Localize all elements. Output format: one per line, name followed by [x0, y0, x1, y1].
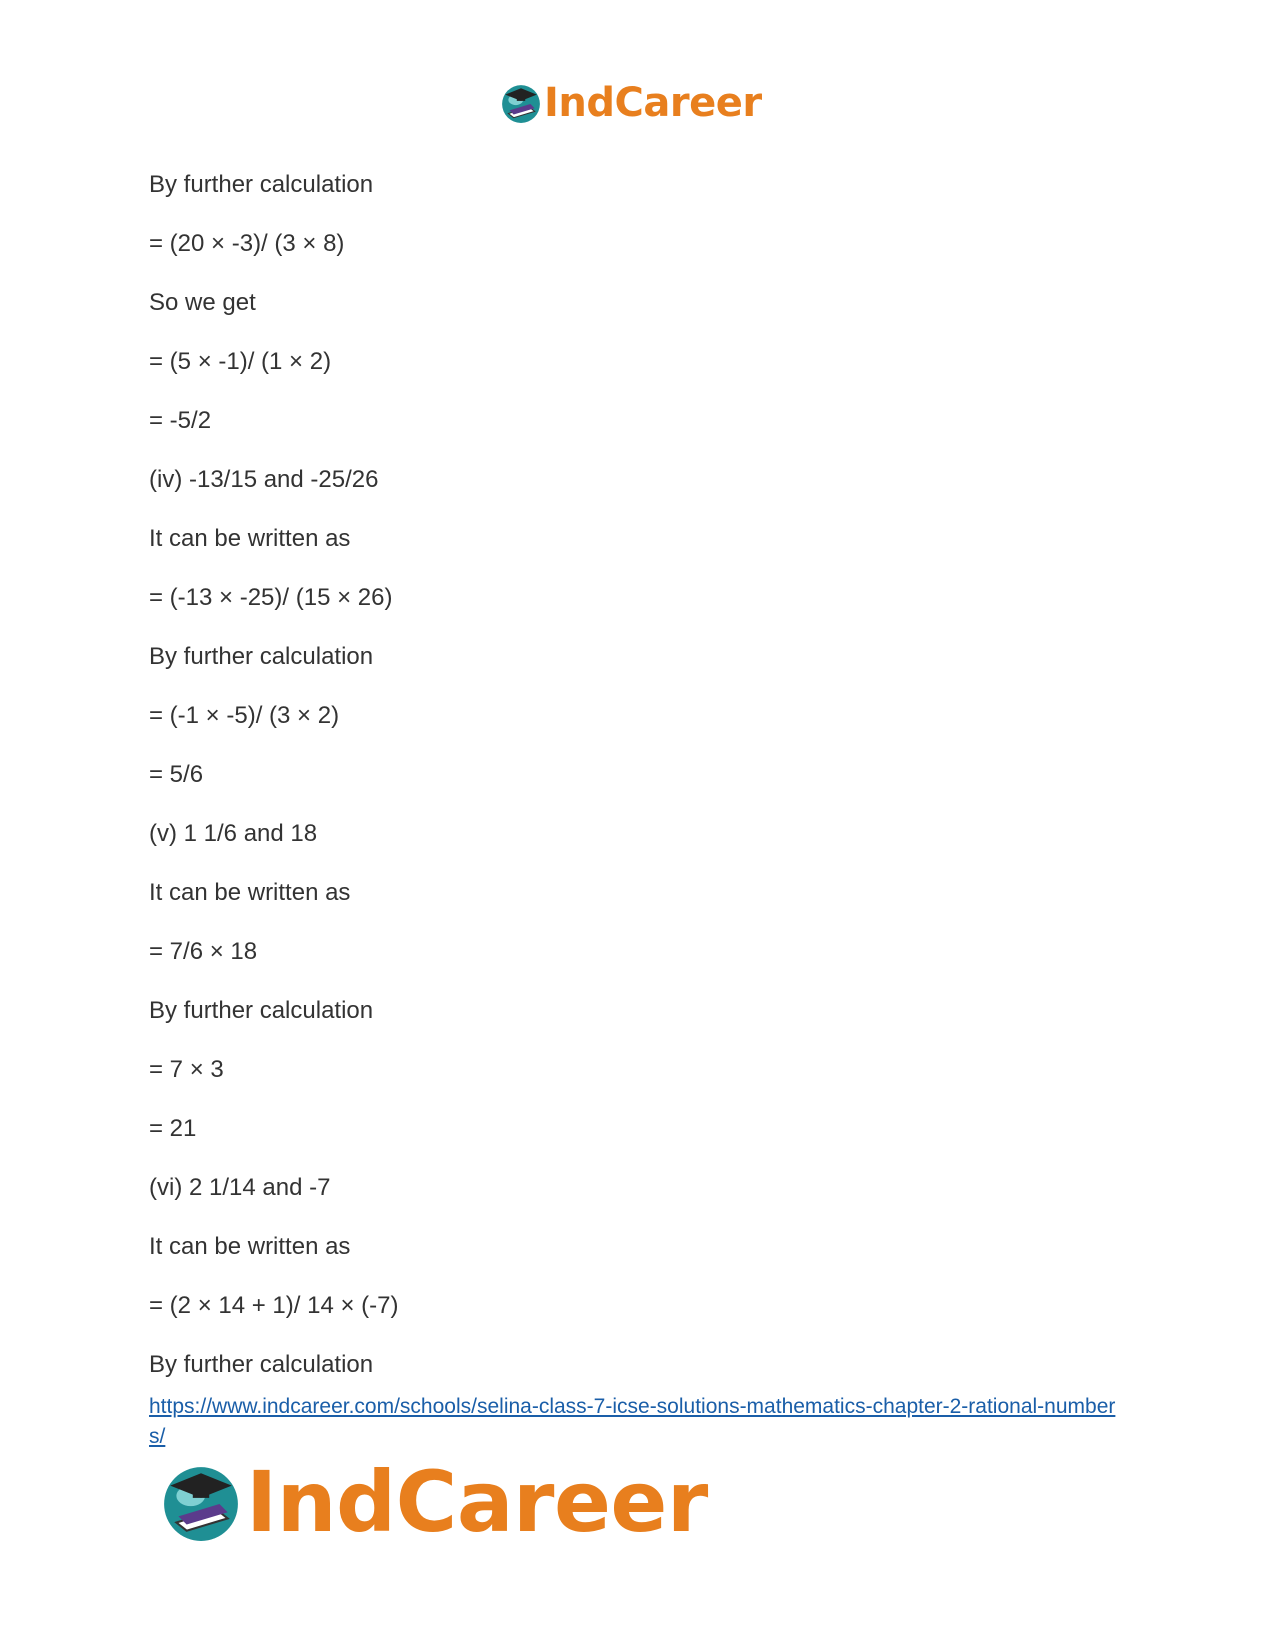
- logo-wordmark: IndCareer: [246, 1453, 708, 1551]
- text-line: (iv) -13/15 and -25/26: [149, 466, 379, 493]
- text-line: It can be written as: [149, 525, 351, 552]
- text-line: By further calculation: [149, 171, 374, 198]
- text-line: = -5/2: [149, 407, 212, 434]
- text-line: (vi) 2 1/14 and -7: [149, 1174, 331, 1201]
- text-line: = 21: [149, 1115, 197, 1142]
- document-body: [149, 169, 1129, 1381]
- source-url-link[interactable]: https://www.indcareer.com/schools/selina-class-7-icse-solutions-mathematics-chapter-2-rational-numbers/: [149, 1395, 1116, 1448]
- graduation-book-globe-icon: [500, 82, 542, 124]
- text-line: By further calculation: [149, 643, 374, 670]
- text-line: It can be written as: [149, 1233, 351, 1260]
- text-line: It can be written as: [149, 879, 351, 906]
- logo-wordmark: IndCareer: [544, 80, 762, 126]
- graduation-book-globe-icon: [160, 1461, 242, 1543]
- text-line: = 7 × 3: [149, 1056, 224, 1083]
- text-line: = (-1 × -5)/ (3 × 2): [149, 702, 340, 729]
- text-line: = (-13 × -25)/ (15 × 26): [149, 584, 393, 611]
- text-line: = (20 × -3)/ (3 × 8): [149, 230, 345, 257]
- header-logo: [500, 78, 762, 128]
- footer-logo: [160, 1453, 708, 1551]
- text-line: By further calculation: [149, 1351, 374, 1378]
- text-line: (v) 1 1/6 and 18: [149, 820, 318, 847]
- text-line: = 7/6 × 18: [149, 938, 258, 965]
- text-line: = (5 × -1)/ (1 × 2): [149, 348, 332, 375]
- text-line: So we get: [149, 289, 256, 316]
- text-line: By further calculation: [149, 997, 374, 1024]
- text-line: = (2 × 14 + 1)/ 14 × (-7): [149, 1292, 399, 1319]
- text-line: = 5/6: [149, 761, 204, 788]
